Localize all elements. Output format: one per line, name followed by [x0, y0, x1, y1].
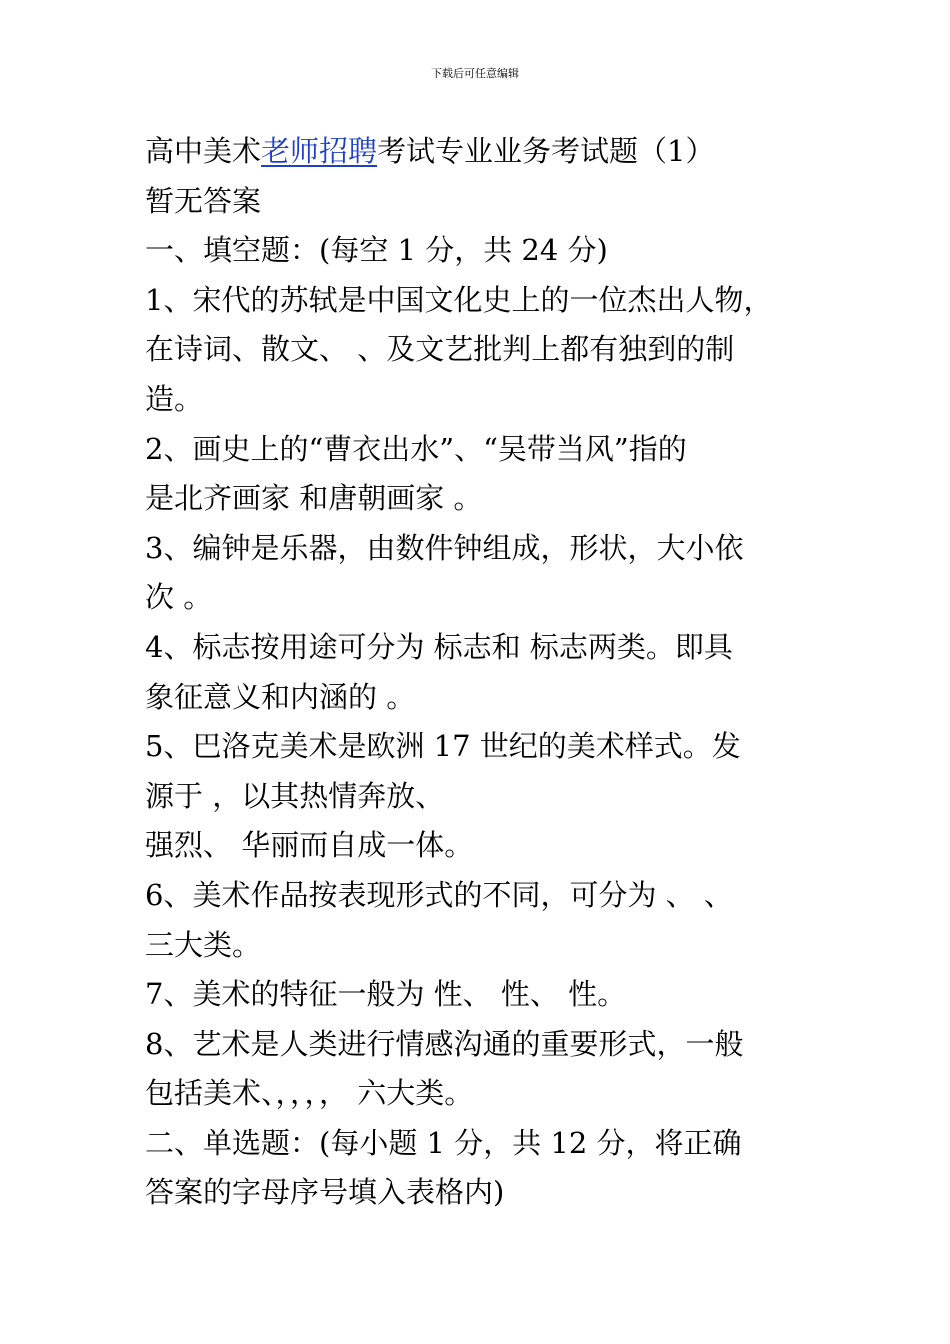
document-title — [145, 127, 830, 177]
question-6-line-2: 三大类。 — [145, 927, 262, 962]
question-7-line-1: 7、美术的特征一般为 性、 性、 性。 — [145, 977, 627, 1012]
section-heading-single-choice-line-1: 二、单选题：(每小题 1 分，共 12 分，将正确 — [145, 1125, 742, 1160]
question-3-line-1: 3、编钟是乐器，由数件钟组成，形状，大小依 — [145, 530, 744, 565]
title-link[interactable]: 老师招聘 — [261, 134, 378, 168]
title-suffix: 考试专业业务考试题（1） — [377, 134, 715, 168]
question-5-line-1: 5、巴洛克美术是欧洲 17 世纪的美术样式。发 — [145, 729, 741, 764]
question-6-line-1: 6、美术作品按表现形式的不同，可分为 、 、 — [145, 877, 733, 912]
document-body — [145, 127, 830, 1218]
question-5-line-2: 源于 ，以其热情奔放、 — [145, 778, 445, 813]
question-2-line-2: 是北齐画家 和唐朝画家 。 — [145, 481, 483, 516]
question-3-line-2: 次 。 — [145, 580, 213, 615]
section-heading-fill-blank: 一、填空题：(每空 1 分，共 24 分) — [145, 233, 608, 268]
question-1-line-1: 1、宋代的苏轼是中国文化史上的一位杰出人物， — [145, 282, 773, 317]
question-1-line-2: 在诗词、散文、 、及文艺批判上都有独到的制 — [145, 332, 735, 367]
question-2-line-1: 2、画史上的“曹衣出水”、“吴带当风”指的 — [145, 431, 687, 466]
question-1-line-3: 造。 — [145, 381, 204, 416]
question-5-line-3: 强烈、 华丽而自成一体。 — [145, 828, 474, 863]
answer-note: 暂无答案 — [145, 183, 262, 218]
page-header-note: 下载后可任意编辑 — [431, 67, 519, 80]
question-4-line-1: 4、标志按用途可分为 标志和 标志两类。即具 — [145, 629, 733, 664]
question-8-line-1: 8、艺术是人类进行情感沟通的重要形式，一般 — [145, 1026, 744, 1061]
title-prefix: 高中美术 — [145, 134, 262, 168]
section-heading-single-choice-line-2: 答案的字母序号填入表格内) — [145, 1175, 505, 1210]
question-8-line-2: 包括美术、，，，， 六大类。 — [145, 1076, 474, 1111]
question-4-line-2: 象征意义和内涵的 。 — [145, 679, 416, 714]
